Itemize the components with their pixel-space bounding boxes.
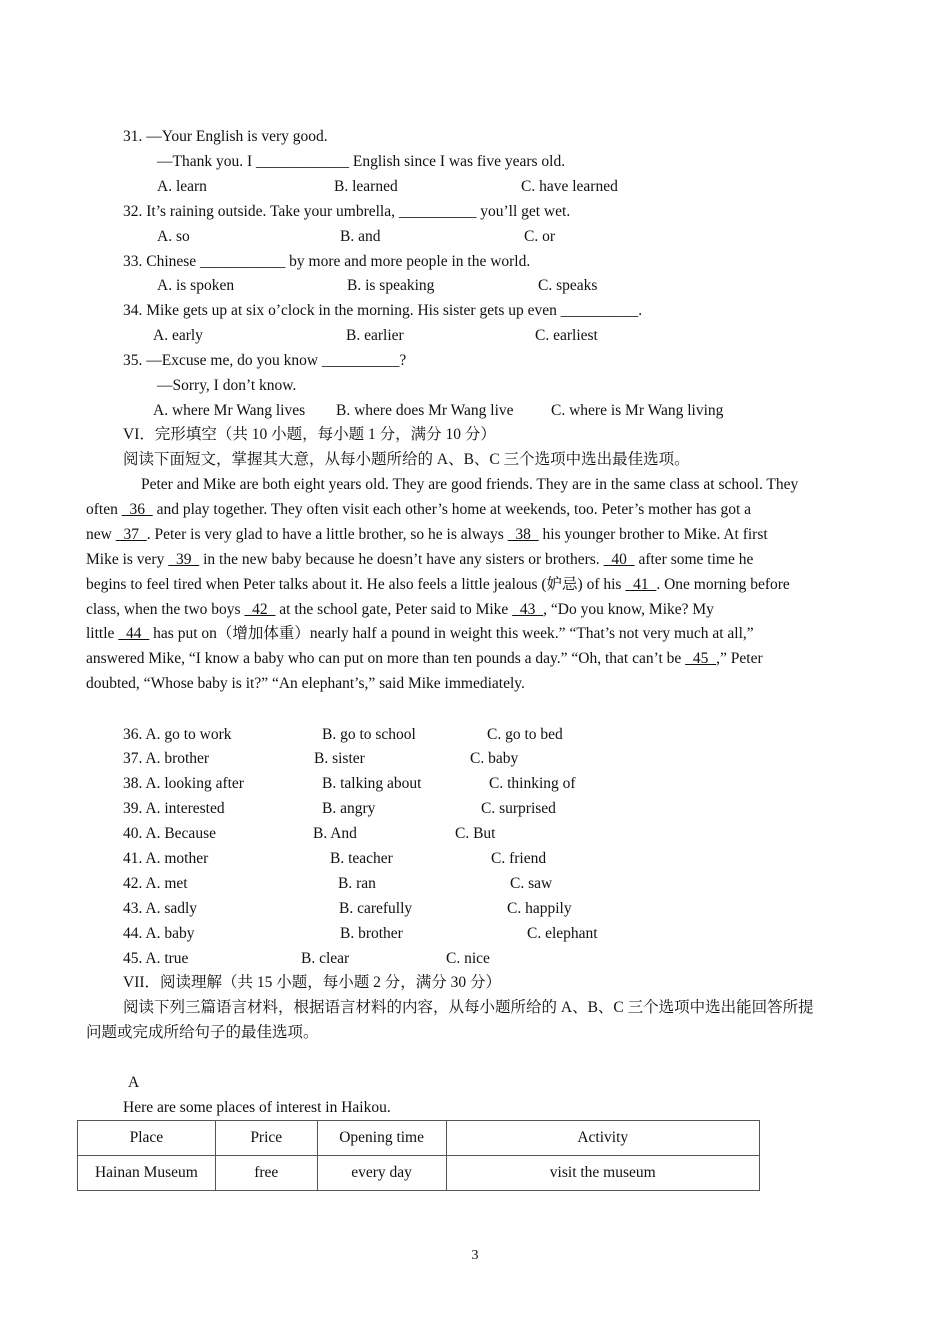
column-header-opening-time: Opening time [317, 1121, 446, 1156]
cloze-blank: 40 [603, 550, 635, 568]
passage-text: ,” Peter [716, 650, 763, 668]
cloze-option-42-b: B. ran [338, 875, 376, 892]
question-32-option-b: B. and [340, 228, 381, 245]
passage-line [86, 498, 866, 523]
question-31-option-c: C. have learned [521, 178, 618, 195]
cloze-option-40-b: B. And [313, 825, 357, 842]
cloze-option-36-c: C. go to bed [487, 726, 563, 743]
question-33-option-b: B. is speaking [347, 277, 435, 294]
cloze-option-44-a: 44. A. baby [123, 925, 195, 942]
question-33: 33. Chinese ___________ by more and more people in the world. [123, 253, 531, 270]
question-35-line1: 35. —Excuse me, do you know __________? [123, 352, 407, 369]
column-header-price: Price [215, 1121, 317, 1156]
passage-text: . One morning before [656, 575, 790, 593]
reading-intro: Here are some places of interest in Haikou. [123, 1099, 391, 1116]
section-7-instruction-line2: 问题或完成所给句子的最佳选项。 [86, 1024, 319, 1041]
cloze-blank: 39 [168, 550, 200, 568]
passage-line [86, 548, 866, 573]
passage-line [86, 523, 866, 548]
passage-line [86, 672, 866, 697]
passage-text: . Peter is very glad to have a little brother, so he is always [146, 525, 508, 543]
cloze-option-39-a: 39. A. interested [123, 800, 225, 817]
cloze-blank: 36 [121, 500, 153, 518]
page-number: 3 [471, 1248, 479, 1263]
cloze-blank: 44 [118, 625, 150, 643]
section-7-instruction-line1: 阅读下列三篇语言材料，根据语言材料的内容，从每小题所给的 A、B、C 三个选项中选出能回答所提 [123, 999, 814, 1016]
question-33-option-a: A. is spoken [157, 277, 235, 294]
table-cell-price: free [215, 1156, 317, 1191]
cloze-passage [86, 473, 866, 697]
question-32-option-a: A. so [157, 228, 190, 245]
cloze-option-43-b: B. carefully [339, 900, 413, 917]
passage-line [86, 573, 866, 598]
passage-text: new [86, 525, 116, 543]
question-33-option-c: C. speaks [538, 277, 598, 294]
table-row [78, 1156, 760, 1191]
cloze-option-38-b: B. talking about [322, 775, 422, 792]
cloze-option-37-a: 37. A. brother [123, 750, 210, 767]
passage-text: after some time he [634, 550, 754, 568]
table-cell-activity: visit the museum [446, 1156, 759, 1191]
column-header-activity: Activity [446, 1121, 759, 1156]
cloze-blank: 45 [685, 650, 717, 668]
question-31-option-a: A. learn [157, 178, 207, 195]
question-35-option-b: B. where does Mr Wang live [336, 402, 514, 419]
passage-text: his younger brother to Mike. At first [538, 525, 768, 543]
question-31-line1: 31. —Your English is very good. [123, 128, 328, 145]
cloze-option-44-b: B. brother [340, 925, 403, 942]
passage-text: in the new baby because he doesn’t have any sisters or brothers. [199, 550, 604, 568]
question-35-option-c: C. where is Mr Wang living [551, 402, 724, 419]
cloze-option-45-a: 45. A. true [123, 950, 189, 967]
passage-text: has put on（增加体重）nearly half a pound in weight this week.” “That’s not very much at all,” [149, 625, 754, 643]
section-6-instruction: 阅读下面短文，掌握其大意，从每小题所给的 A、B、C 三个选项中选出最佳选项。 [123, 451, 690, 468]
question-31-line2: —Thank you. I ____________ English since I was five years old. [157, 153, 566, 170]
column-header-place: Place [78, 1121, 216, 1156]
passage-text: answered Mike, “I know a baby who can put on more than ten pounds a day.” “Oh, that can’t be [86, 650, 686, 668]
passage-text: Peter and Mike are both eight years old. They are good friends. They are in the same class at school. They [141, 476, 799, 493]
passage-text: often [86, 500, 122, 518]
section-7-heading: VII．阅读理解（共 15 小题，每小题 2 分，满分 30 分） [123, 974, 502, 991]
question-34-option-a: A. early [153, 327, 203, 344]
passage-text: Mike is very [86, 550, 169, 568]
cloze-option-39-c: C. surprised [481, 800, 556, 817]
cloze-option-43-a: 43. A. sadly [123, 900, 198, 917]
passage-text: at the school gate, Peter said to Mike [275, 600, 513, 618]
passage-line [86, 473, 866, 498]
cloze-option-37-c: C. baby [470, 750, 519, 767]
cloze-option-36-a: 36. A. go to work [123, 726, 232, 743]
cloze-option-43-c: C. happily [507, 900, 572, 917]
cloze-option-41-c: C. friend [491, 850, 547, 867]
cloze-option-39-b: B. angry [322, 800, 376, 817]
question-32: 32. It’s raining outside. Take your umbrella, __________ you’ll get wet. [123, 203, 571, 220]
cloze-blank: 43 [512, 600, 544, 618]
cloze-blank: 37 [115, 525, 147, 543]
passage-line [86, 647, 866, 672]
cloze-blank: 41 [625, 575, 657, 593]
passage-line [86, 598, 866, 623]
places-table [77, 1120, 760, 1191]
cloze-option-40-c: C. But [455, 825, 496, 842]
cloze-option-41-a: 41. A. mother [123, 850, 209, 867]
cloze-option-36-b: B. go to school [322, 726, 416, 743]
cloze-option-42-a: 42. A. met [123, 875, 188, 892]
cloze-blank: 38 [507, 525, 539, 543]
passage-text: class, when the two boys [86, 600, 245, 618]
question-31-option-b: B. learned [334, 178, 398, 195]
cloze-option-45-b: B. clear [301, 950, 350, 967]
cloze-option-38-c: C. thinking of [489, 775, 576, 792]
table-cell-opening-time: every day [317, 1156, 446, 1191]
cloze-option-45-c: C. nice [446, 950, 490, 967]
reading-part-label: A [128, 1074, 140, 1091]
question-32-option-c: C. or [524, 228, 555, 245]
section-6-heading: VI．完形填空（共 10 小题，每小题 1 分，满分 10 分） [123, 426, 496, 443]
passage-text: doubted, “Whose baby is it?” “An elephant’s,” said Mike immediately. [86, 675, 525, 693]
passage-text: little [86, 625, 119, 643]
question-35-line2: —Sorry, I don’t know. [157, 377, 297, 394]
table-header-row [78, 1121, 760, 1156]
table-cell-place: Hainan Museum [78, 1156, 216, 1191]
passage-text: begins to feel tired when Peter talks about it. He also feels a little jealous (妒忌) of his [86, 575, 626, 593]
question-35-option-a: A. where Mr Wang lives [153, 402, 306, 419]
question-34: 34. Mike gets up at six o’clock in the morning. His sister gets up even __________. [123, 302, 643, 319]
question-34-option-b: B. earlier [346, 327, 404, 344]
passage-text: , “Do you know, Mike? My [543, 600, 714, 618]
cloze-option-38-a: 38. A. looking after [123, 775, 244, 792]
cloze-option-41-b: B. teacher [330, 850, 393, 867]
cloze-option-42-c: C. saw [510, 875, 553, 892]
question-34-option-c: C. earliest [535, 327, 598, 344]
cloze-option-37-b: B. sister [314, 750, 365, 767]
cloze-option-40-a: 40. A. Because [123, 825, 216, 842]
cloze-blank: 42 [244, 600, 276, 618]
cloze-option-44-c: C. elephant [527, 925, 598, 942]
passage-line [86, 622, 866, 647]
passage-text: and play together. They often visit each other’s home at weekends, too. Peter’s mother has got a [152, 500, 752, 518]
